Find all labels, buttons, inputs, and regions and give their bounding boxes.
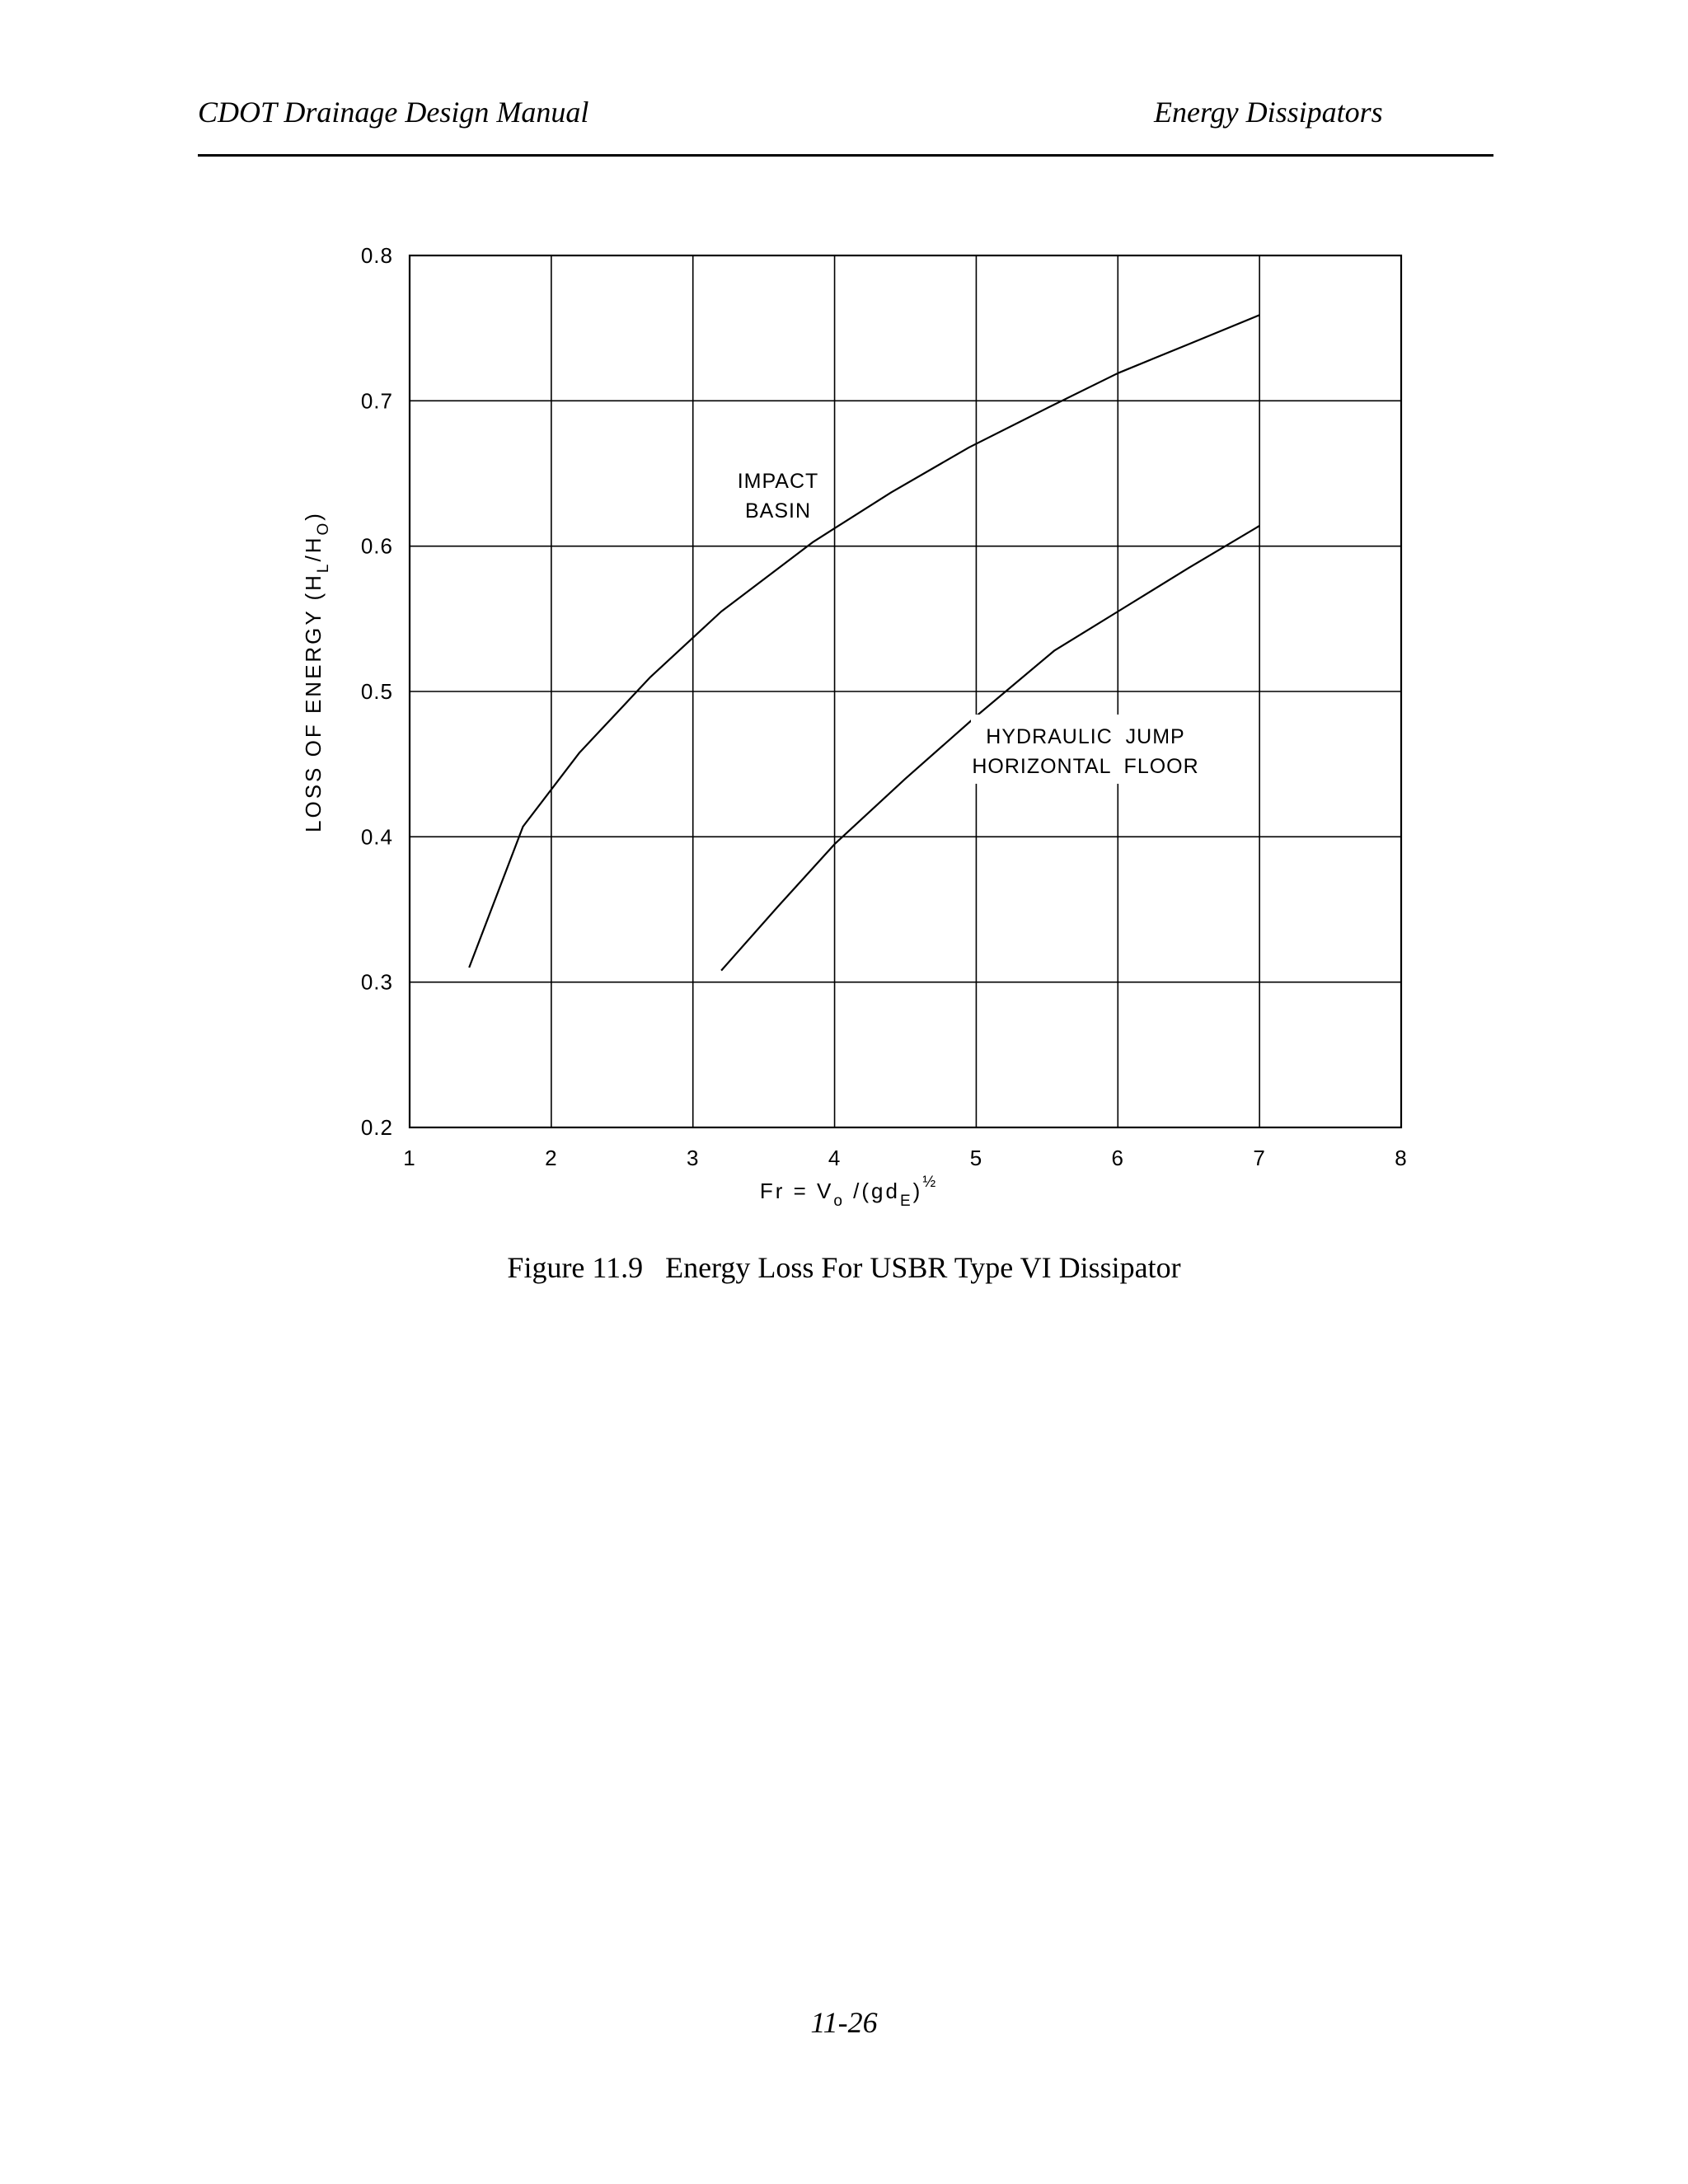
page-number: 11-26 xyxy=(810,2006,878,2039)
x-tick-label: 4 xyxy=(828,1146,842,1170)
y-axis-label-pre: LOSS OF ENERGY (H xyxy=(301,573,326,832)
x-axis-label xyxy=(760,1174,938,1210)
x-axis-label-tail: ) xyxy=(912,1179,923,1203)
y-tick-label: 0.7 xyxy=(360,388,393,414)
x-tick-label: 1 xyxy=(403,1146,416,1170)
y-tick-label: 0.2 xyxy=(360,1115,393,1140)
hydraulic-jump-label-line1: HYDRAULIC JUMP xyxy=(986,725,1185,748)
x-tick-label: 2 xyxy=(545,1146,558,1170)
y-axis-label-sub1: L xyxy=(315,561,332,574)
y-tick-label: 0.3 xyxy=(360,969,393,995)
impact-basin-curve xyxy=(469,315,1259,968)
chart-series xyxy=(469,315,1259,970)
impact-basin-label-line1: IMPACT xyxy=(737,470,819,493)
x-tick-labels xyxy=(403,1146,1407,1170)
y-tick-label: 0.4 xyxy=(360,824,393,850)
running-header-section: Energy Dissipators xyxy=(1154,96,1383,129)
x-axis-label-sub1: o xyxy=(833,1193,845,1210)
x-tick-label: 3 xyxy=(686,1146,700,1170)
x-tick-label: 5 xyxy=(969,1146,983,1170)
chart-grid xyxy=(410,255,1401,1127)
y-axis-label-tail: ) xyxy=(301,511,326,521)
y-axis-label-sub2: O xyxy=(315,520,332,536)
y-tick-label: 0.8 xyxy=(360,243,393,268)
x-axis-label-mid: /(gd xyxy=(844,1179,900,1203)
running-header-title: CDOT Drainage Design Manual xyxy=(198,96,589,129)
hydraulic-jump-label-line2: HORIZONTAL FLOOR xyxy=(972,755,1199,778)
x-tick-label: 6 xyxy=(1111,1146,1125,1170)
x-axis-label-base: Fr = V xyxy=(759,1179,834,1203)
figure-caption: Figure 11.9 Energy Loss For USBR Type VI Dissipator xyxy=(507,1251,1181,1284)
y-tick-label: 0.6 xyxy=(360,533,393,559)
x-tick-label: 7 xyxy=(1253,1146,1266,1170)
y-axis-label xyxy=(301,511,332,832)
x-axis-label-exponent: ½ xyxy=(922,1174,939,1191)
y-tick-label: 0.5 xyxy=(360,679,393,704)
x-axis-label-sub2: E xyxy=(899,1193,913,1210)
x-tick-label: 8 xyxy=(1395,1146,1408,1170)
impact-basin-label-line2: BASIN xyxy=(744,499,812,523)
y-tick-labels xyxy=(361,243,393,1140)
y-axis-label-mid: /H xyxy=(301,535,326,562)
